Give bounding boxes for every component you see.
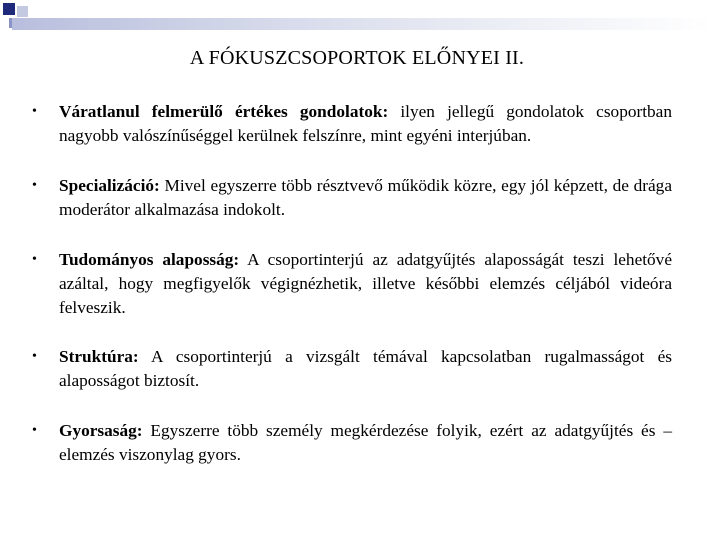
bullet-item: [32, 248, 672, 320]
bullet-term: Tudományos alaposság:: [59, 250, 240, 269]
bullet-term: Specializáció:: [59, 176, 160, 195]
bullet-dot: •: [32, 423, 37, 438]
bullet-item: [32, 419, 672, 467]
bullet-term: Váratlanul felmerülő értékes gondolatok:: [59, 102, 389, 121]
bullet-dot: •: [32, 178, 37, 193]
bullet-text: ilyen jellegű gondolatok csoportban nagyobb valószínűséggel kerülnek felszínre, mint egyéni interjúban.: [59, 102, 672, 145]
slide-title: A FÓKUSZCSOPORTOK ELŐNYEI II.: [189, 47, 525, 69]
bullet-item: [32, 174, 672, 222]
deco-square-dark: [3, 3, 15, 15]
bullet-item: [32, 345, 672, 393]
bullet-term: Struktúra:: [59, 347, 139, 366]
bullet-dot: •: [32, 349, 37, 364]
header-rule: [12, 18, 712, 30]
bullet-dot: •: [32, 252, 37, 267]
bullet-item: [32, 100, 672, 148]
bullet-dot: •: [32, 104, 37, 119]
bullet-text: A csoportinterjú az adatgyűjtés alaposságát teszi lehetővé azáltal, hogy megfigyelők végignézhetik, illetve későbbi elemzés céljából videóra felveszik.: [59, 250, 672, 317]
bullet-text: A csoportinterjú a vizsgált témával kapcsolatban rugalmasságot és alaposságot biztosít.: [59, 347, 672, 390]
bullet-text: Egyszerre több személy megkérdezése folyik, ezért az adatgyűjtés és – elemzés viszonylag gyors.: [59, 421, 672, 464]
deco-square-light: [17, 6, 28, 17]
bullet-list: [32, 100, 672, 493]
bullet-text: Mivel egyszerre több résztvevő működik közre, egy jól képzett, de drága moderátor alkalmazása indokolt.: [59, 176, 672, 219]
bullet-term: Gyorsaság:: [59, 421, 143, 440]
